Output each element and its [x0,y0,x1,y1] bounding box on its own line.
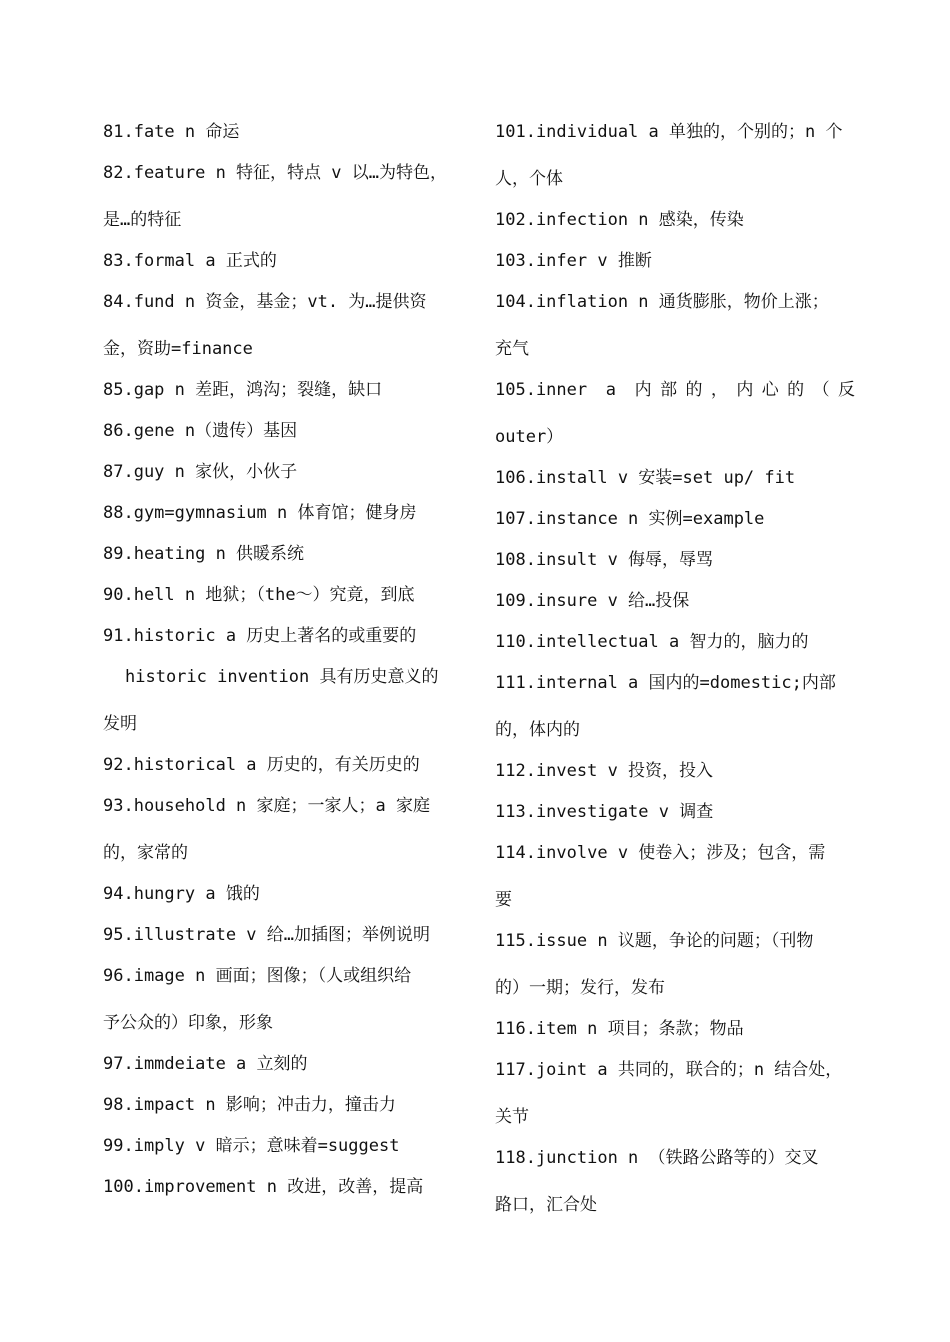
vocab-entry-line: 102.infection n 感染，传染 [495,210,744,230]
vocab-entry-line: 98.impact n 影响；冲击力，撞击力 [103,1095,396,1115]
vocab-entry-line: 108.insult v 侮辱，辱骂 [495,550,714,570]
vocab-entry-line: 97.immdeiate a 立刻的 [103,1054,308,1074]
vocab-entry-line: 104.inflation n 通货膨胀，物价上涨； [495,292,829,312]
entry-continuation-line: 路口，汇合处 [495,1195,597,1215]
entry-continuation-line: 要 [495,890,512,910]
entry-continuation-line: 关节 [495,1107,529,1127]
vocab-entry-line: 117.joint a 共同的，联合的；n 结合处， [495,1060,843,1080]
entry-continuation-line: 的）一期；发行，发布 [495,978,665,998]
vocab-entry-line: 94.hungry a 饿的 [103,884,260,904]
vocab-entry-line: 101.individual a 单独的，个别的；n 个 [495,122,843,142]
entry-continuation-line: 的，体内的 [495,720,580,740]
vocab-entry-line: 100.improvement n 改进，改善，提高 [103,1177,424,1197]
vocab-entry-line: 88.gym=gymnasium n 体育馆；健身房 [103,503,417,523]
left-column [103,112,468,1208]
vocab-entry-line: 111.internal a 国内的=domestic;内部 [495,673,836,693]
vocab-entry-line: 82.feature n 特征，特点 v 以…为特色， [103,163,447,183]
vocab-entry-line: 115.issue n 议题，争论的问题；（刊物 [495,931,814,951]
vocab-entry-line: 112.invest v 投资，投入 [495,761,714,781]
vocab-entry-line: 114.involve v 使卷入；涉及；包含，需 [495,843,826,863]
entry-continuation-line: 是…的特征 [103,210,182,230]
entry-continuation-line: 的，家常的 [103,843,188,863]
vocab-entry-line: 106.install v 安装=set up/ fit [495,468,796,488]
right-column [495,112,855,1226]
vocab-entry-line: 96.image n 画面；图像；（人或组织给 [103,966,412,986]
vocab-entry-line: 116.item n 项目；条款；物品 [495,1019,744,1039]
vocab-entry-line: 99.imply v 暗示；意味着=suggest [103,1136,400,1156]
vocab-entry-line: 110.intellectual a 智力的，脑力的 [495,632,809,652]
vocab-entry-line: 95.illustrate v 给…加插图；举例说明 [103,925,430,945]
vocab-entry-line: 113.investigate v 调查 [495,802,714,822]
vocab-entry-line: 84.fund n 资金，基金；vt. 为…提供资 [103,292,427,312]
vocab-entry-line: historic invention 具有历史意义的 [125,667,439,687]
vocab-entry-line: 92.historical a 历史的，有关历史的 [103,755,420,775]
vocab-entry-line: 90.hell n 地狱；（the～）究竟，到底 [103,585,415,605]
vocab-entry-line: 107.instance n 实例=example [495,509,765,529]
vocab-entry-line: 103.infer v 推断 [495,251,652,271]
entry-continuation-line: 金，资助=finance [103,339,253,359]
entry-continuation-line: 充气 [495,339,529,359]
entry-continuation-line: outer） [495,427,564,447]
vocab-entry-line: 86.gene n（遗传）基因 [103,421,298,441]
vocab-entry-line: 109.insure v 给…投保 [495,591,690,611]
vocab-entry-line: 89.heating n 供暖系统 [103,544,305,564]
vocab-entry-line: 118.junction n （铁路公路等的）交叉 [495,1148,819,1168]
entry-continuation-line: 予公众的）印象，形象 [103,1013,273,1033]
entry-continuation-line: 人，个体 [495,169,563,189]
vocab-entry-line: 91.historic a 历史上著名的或重要的 [103,626,417,646]
vocab-entry-line: 85.gap n 差距，鸿沟；裂缝，缺口 [103,380,383,400]
vocab-entry-line: 93.household n 家庭；一家人；a 家庭 [103,796,430,816]
entry-continuation-line: 发明 [103,714,137,734]
vocab-entry-line: 87.guy n 家伙，小伙子 [103,462,298,482]
vocab-entry-line: 105.inner a 内部的，内心的（反 [495,380,855,400]
vocab-entry-line: 81.fate n 命运 [103,122,240,142]
vocab-entry-line: 83.formal a 正式的 [103,251,277,271]
